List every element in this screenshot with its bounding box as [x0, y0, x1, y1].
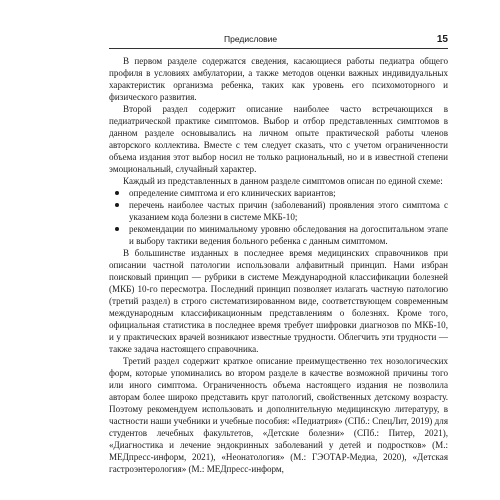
paragraph-5: Третий раздел содержит краткое описание преимущественно тех нозологических форм, которые упоминались во втором разделе в качестве возможной причины того или иного симптома. Ограниченность объема настоящего издания не позволила авторам более широко представить круг патологий, свойственных детскому возрасту. Поэтому рекомендуем использовать и дополнительную медицинскую литературу, в частности наши учебники и учебные пособия: «Педиатрия» (СПб.: СпецЛит, 2019) для студентов лечебных факультетов, «Детские болезни» (СПб.: Питер, 2021), «Диагностика и лечение эндокринных заболеваний у детей и подростков» (М.: МЕДпресс-информ, 2021), «Неонатология» (М.: ГЭОТАР-Медиа, 2020), «Детская гастроэнтерология» (М.: МЕДпресс-информ,	[109, 356, 448, 474]
list-item-text: определение симптома и его клинических вариантов;	[129, 188, 336, 198]
bullet-icon	[115, 191, 119, 195]
list-item	[109, 223, 448, 247]
paragraph-2: Второй раздел содержит описание наиболее часто встречающихся в педиатрической практике симптомов. Выбор и отбор представленных симптомов в данном разделе основывались на личном опыте практической работы членов авторского коллектива. Вместе с тем следует сказать, что с учетом ограниченности объема издания этот выбор носил не только рациональный, но и в известной степени эмоциональный, случайный характер.	[109, 104, 448, 174]
paragraph-3: Каждый из представленных в данном разделе симптомов описан по единой схеме:	[123, 176, 443, 186]
running-header	[109, 34, 448, 49]
paragraph-4: В большинстве изданных в последнее время медицинских справочников при описании частной патологии использовали алфавитный принцип. Нами избран поисковый принцип — рубрики в системе Международной классификации болезней (МКБ) 10-го пересмотра. Последний принцип позволяет излагать частную патологию (третий раздел) в строго систематизированном виде, соответствующем современным международным классификационным представлениям о болезнях. Кроме того, официальная статистика в последнее время требует шифровки диагнозов по МКБ-10, и у практических врачей возникают известные трудности. Облегчить эти трудности — также задача настоящего справочника.	[109, 248, 448, 354]
list-item-text: перечень наиболее частых причин (заболеваний) проявления этого симптома с указанием кода болезни в системе МКБ-10;	[129, 200, 448, 222]
body-text	[109, 55, 448, 475]
symptom-scheme-list	[109, 187, 448, 247]
list-item	[109, 199, 448, 223]
list-item-text: рекомендации по минимальному уровню обследования на догоспитальном этапе и выбору тактики ведения больного ребенка с данным симптомом.	[129, 224, 448, 246]
bullet-icon	[115, 203, 119, 207]
list-item	[109, 187, 448, 199]
paragraph-1: В первом разделе содержатся сведения, касающиеся работы педиатра общего профиля в условиях амбулатории, а также методов оценки важных индивидуальных характеристик организма ребенка, таких как уровень его психомоторного и физического развития.	[109, 56, 448, 102]
bullet-icon	[115, 227, 119, 231]
section-title: Предисловие	[224, 34, 278, 44]
page-number: 15	[436, 34, 448, 45]
